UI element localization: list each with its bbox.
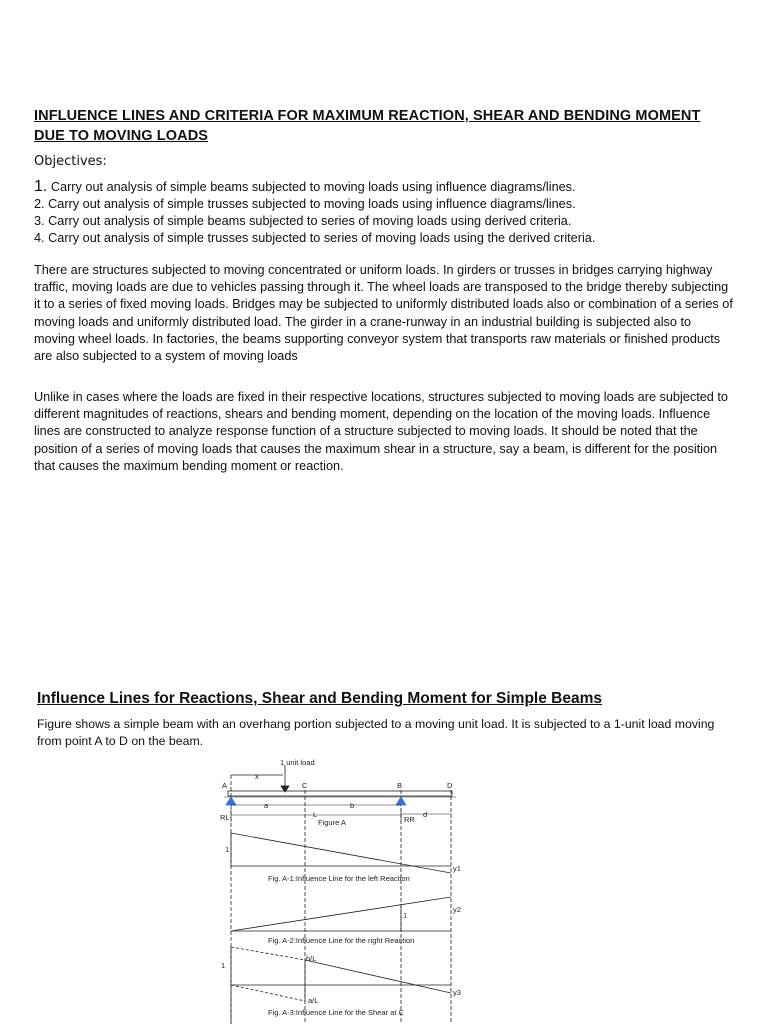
a1-unit-ordinate: 1	[225, 845, 230, 854]
a3-dashed-upper	[231, 947, 305, 960]
pin-support-a	[226, 797, 236, 805]
x-label: x	[255, 772, 259, 781]
objective-text: Carry out analysis of simple beams subjected to moving loads using influence diagrams/lines.	[47, 180, 576, 194]
objective-number: 3.	[34, 214, 45, 228]
document-title: INFLUENCE LINES AND CRITERIA FOR MAXIMUM REACTION, SHEAR AND BENDING MOMENT DUE TO MOVING LOADS	[34, 108, 701, 144]
objectives-heading: Objectives:	[34, 154, 107, 169]
a3-influence-line	[305, 960, 451, 993]
a3-unit-ordinate: 1	[221, 961, 226, 970]
left-reaction-label: RL	[220, 813, 230, 822]
point-d-label: D	[447, 781, 453, 790]
point-a-label: A	[222, 781, 228, 790]
section-title: Influence Lines for Reactions, Shear and Bending Moment for Simple Beams	[37, 690, 602, 707]
dimension-b-label: b	[350, 801, 355, 810]
b-over-l-label: b/L	[306, 954, 317, 963]
beam	[228, 791, 452, 796]
y3-label: y3	[453, 988, 461, 997]
a1-influence-line	[231, 833, 451, 873]
right-reaction-label: RR	[404, 815, 415, 824]
point-c-label: C	[302, 781, 308, 790]
a2-influence-line	[231, 897, 451, 931]
caption-a3: Fig. A-3:Influence Line for the Shear at C	[268, 1008, 404, 1017]
roller-support-b	[396, 797, 406, 805]
moving-loads-paragraph: Unlike in cases where the loads are fixed in their respective locations, structures subjected to moving loads are subjected to different magnitudes of reactions, shears and bending moment, depending on the location of the moving loads. Influence lines are constructed to analyze response function of a structure subjected to moving loads. It should be noted that the position of a series of moving loads that causes the maximum shear in a structure, say a beam, is different for the position that causes the maximum bending moment or reaction.	[34, 390, 728, 473]
y1-label: y1	[453, 864, 461, 873]
a3-dashed-lower	[231, 985, 305, 1001]
objective-text: Carry out analysis of simple beams subjected to series of moving loads using derived criteria.	[44, 214, 572, 228]
a-over-l-label: a/L	[308, 996, 319, 1005]
objective-text: Carry out analysis of simple trusses subjected to moving loads using influence diagrams/lines.	[44, 197, 576, 211]
figure-a-caption: Figure A	[318, 818, 346, 827]
point-b-label: B	[397, 781, 403, 790]
unit-load-label: 1 unit load	[280, 758, 315, 767]
objective-number: 1.	[34, 178, 48, 195]
dimension-d-label: d	[423, 810, 428, 819]
objective-number: 4.	[34, 231, 45, 245]
a2-unit-ordinate: 1	[403, 911, 408, 920]
objective-number: 2.	[34, 197, 45, 211]
dimension-l-label: L	[313, 810, 318, 819]
y2-label: y2	[453, 905, 461, 914]
objective-text: Carry out analysis of simple trusses subjected to series of moving loads using the derived criteria.	[44, 231, 596, 245]
caption-a2: Fig. A-2:Influence Line for the right Reaction	[268, 936, 415, 945]
caption-a1: Fig. A-1:Influence Line for the left Reaction	[268, 874, 410, 883]
intro-paragraph: There are structures subjected to moving concentrated or uniform loads. In girders or trusses in bridges carrying highway traffic, moving loads are due to vehicles passing through it. The wheel loads are transposed to the bridge thereby subjecting it to a series of fixed moving loads. Bridges may be subjected to uniformly distributed loads also or combination of a series of moving loads and uniformly distributed load. The girder in a crane-runway in an industrial building is subjected also to moving wheel loads. In factories, the beams supporting conveyor system that transports raw materials or finished products are also subjected to a system of moving loads	[34, 263, 733, 364]
section-paragraph: Figure shows a simple beam with an overhang portion subjected to a moving unit load. It is subjected to a 1-unit load moving from point A to D on the beam.	[37, 717, 715, 748]
dimension-a-label: a	[264, 801, 269, 810]
